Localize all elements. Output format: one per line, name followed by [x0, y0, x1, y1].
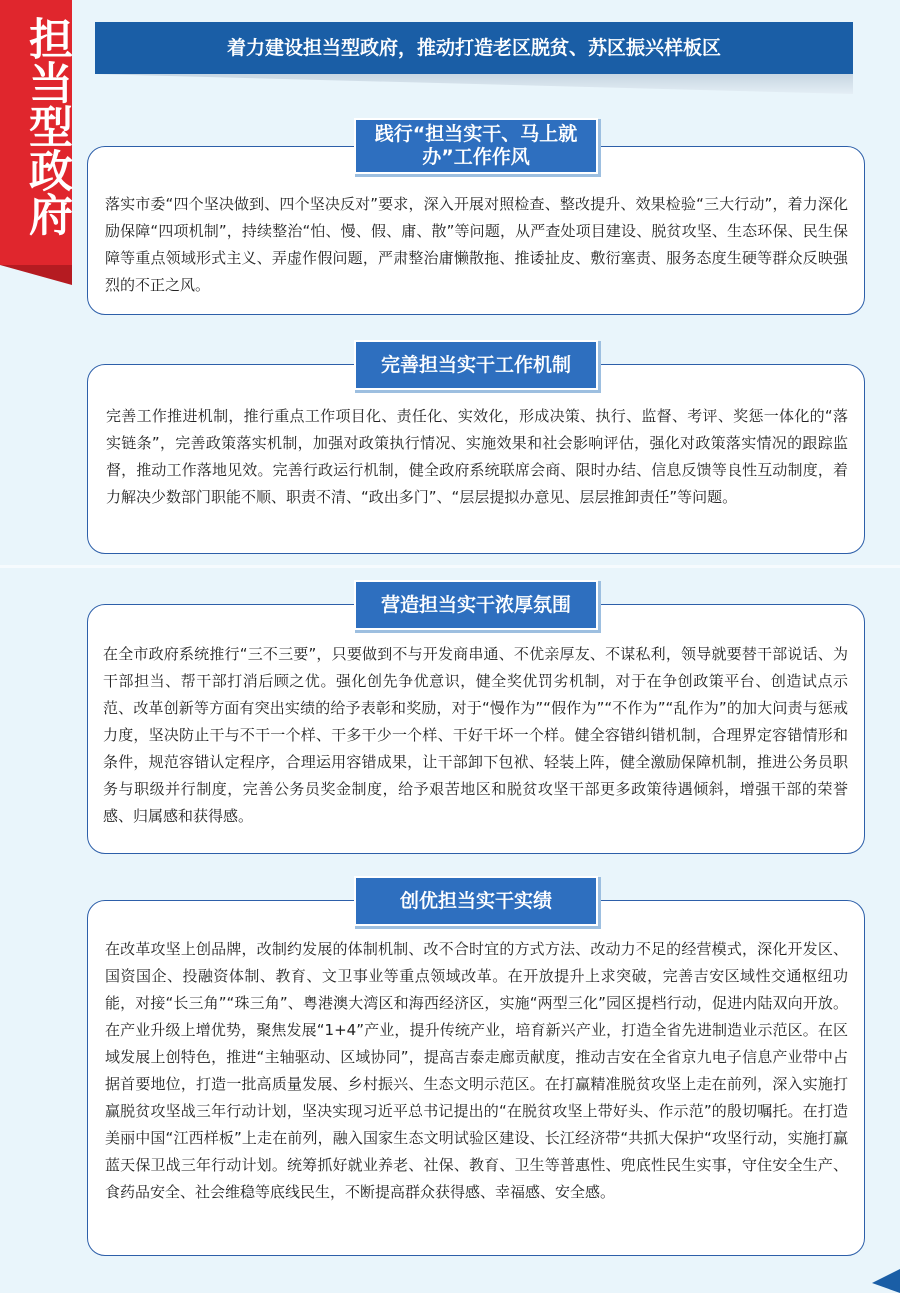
section-body-1: 落实市委“四个坚决做到、四个坚决反对”要求，深入开展对照检查、整改提升、效果检验“三大行动”，着力深化励保障“四项机制”，持续整治“怕、慢、假、庸、散”等问题，从严查处项目建设、脱贫攻坚、生态环保、民生保障等重点领域形式主义、弄虚作假问题，严肃整治庸懒散拖、推诿扯皮、敷衍塞责、服务态度生硬等群众反映强烈的不正之风。	[105, 195, 848, 294]
section-body-2: 完善工作推进机制，推行重点工作项目化、责任化、实效化，形成决策、执行、监督、考评、奖惩一体化的“落实链条”，完善政策落实机制，加强对政策执行情况、实施效果和社会影响评估，强化对政策落实情况的跟踪监督，推动工作落地见效。完善行政运行机制，健全政府系统联席会商、限时办结、信息反馈等良性互动制度，着力解决少数部门职能不顺、职责不清、“政出多门”、“层层提拟办意见、层层推卸责任”等问题。	[106, 407, 848, 506]
background-divider	[0, 565, 900, 568]
section-card-2	[87, 364, 865, 554]
banner-shadow	[95, 74, 853, 94]
corner-arrow-icon	[870, 1263, 900, 1293]
section-heading-3: 营造担当实干浓厚氛围	[356, 582, 596, 628]
section-heading-4: 创优担当实干实绩	[356, 878, 596, 924]
section-body-3: 在全市政府系统推行“三不三要”，只要做到不与开发商串通、不优亲厚友、不谋私利，领导就要替干部说话、为干部担当、帮干部打消后顾之优。强化创先争优意识，健全奖优罚劣机制，对于在争创政策平台、创造试点示范、改革创新等方面有突出实绩的给予表彰和奖励，对于“慢作为”“假作为”“不作为”“乱作为”的加大问责与惩戒力度，坚决防止干与不干一个样、干多干少一个样、干好干坏一个样。健全容错纠错机制，合理界定容错情形和条件，规范容错认定程序，合理运用容错成果，让干部卸下包袱、轻装上阵，健全激励保障机制，推进公务员职务与职级并行制度，完善公务员奖金制度，给予艰苦地区和脱贫攻坚干部更多政策待遇倾斜，增强干部的荣誉感、归属感和获得感。	[103, 645, 848, 825]
section-card-4	[87, 900, 865, 1256]
side-ribbon	[0, 0, 72, 265]
section-card-3	[87, 604, 865, 854]
banner-title: 着力建设担当型政府，推动打造老区脱贫、苏区振兴样板区	[95, 22, 853, 74]
section-heading-2: 完善担当实干工作机制	[356, 342, 596, 388]
section-heading-1: 践行“担当实干、马上就办”工作作风	[356, 120, 596, 172]
side-label: 担当型政府	[21, 16, 72, 236]
section-body-4: 在改革攻坚上创品牌，改制约发展的体制机制、改不合时宜的方式方法、改动力不足的经营模式，深化开发区、国资国企、投融资体制、教育、文卫事业等重点领域改革。在开放提升上求突破，完善吉安区域性交通枢纽功能，对接“长三角”“珠三角”、粤港澳大湾区和海西经济区，实施“两型三化”园区提档行动，促进内陆双向开放。在产业升级上增优势，聚焦发展“1+4”产业，提升传统产业，培育新兴产业，打造全省先进制造业示范区。在区域发展上创特色，推进“主轴驱动、区域协同”，提高吉泰走廊贡献度，推动吉安在全省京九电子信息产业带中占据首要地位，打造一批高质量发展、乡村振兴、生态文明示范区。在打赢精准脱贫攻坚上走在前列，深入实施打赢脱贫攻坚战三年行动计划，坚决实现习近平总书记提出的“在脱贫攻坚上带好头、作示范”的殷切嘱托。在打造美丽中国“江西样板”上走在前列，融入国家生态文明试验区建设、长江经济带“共抓大保护“攻坚行动，实施打赢蓝天保卫战三年行动计划。统筹抓好就业养老、社保、教育、卫生等普惠性、兜底性民生实事，守住安全生产、食药品安全、社会维稳等底线民生，不断提高群众获得感、幸福感、安全感。	[105, 940, 848, 1201]
